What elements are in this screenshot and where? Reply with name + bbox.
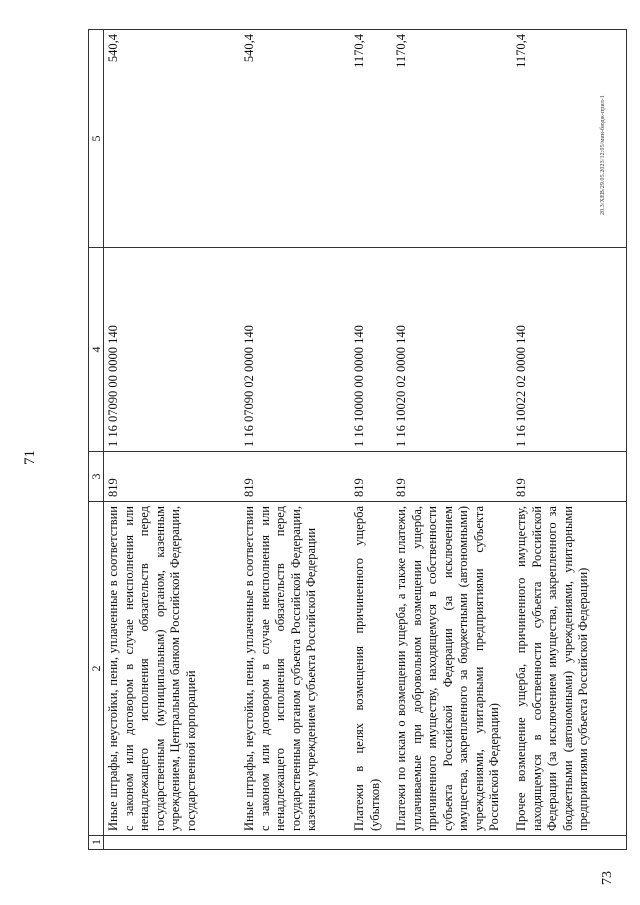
row-admin-code: 819 — [238, 452, 348, 502]
table-row — [390, 30, 510, 850]
table-row — [104, 30, 239, 850]
column-number-1: 1 — [89, 836, 104, 850]
table-row — [348, 30, 390, 850]
table-row — [238, 30, 348, 850]
table-header-row — [89, 30, 104, 850]
row-description: Прочее возмещение ущерба, причиненного имуществу, находящемуся в собственности субъекта Российской Федерации (за исключением имущества, закрепленного за бюджетными (автономными) учреждениями, унитарными предприятиями субъекта Российской Федерации) — [510, 502, 627, 836]
column-number-4: 4 — [89, 248, 104, 452]
row-admin-code: 819 — [348, 452, 390, 502]
row-description: Иные штрафы, неустойки, пени, уплаченные в соответствии с законом или договором в случае неисполнения или ненадлежащего исполнения обязательств перед государственным (муниципальным) органом, казенным учреждением, Центральным банком Российской Федерации, государственной корпорацией — [104, 502, 239, 836]
row-amount: 1170,4 — [390, 30, 510, 248]
row-description: Платежи в целях возмещения причиненного ущерба (убытков) — [348, 502, 390, 836]
row-description: Платежи по искам о возмещении ущерба, а также платежи, уплачиваемые при добровольном возмещении ущерба, причиненного имуществу, находящемуся в собственности субъекта Российской Федерации (за исключением имущества, закрепленного за бюджетными (автономными) учреждениями, унитарными предприятиями субъекта Российской Федерации) — [390, 502, 510, 836]
column-number-5: 5 — [89, 30, 104, 248]
row-classification-code: 1 16 10000 00 0000 140 — [348, 248, 390, 452]
row-amount: 540,4 — [104, 30, 239, 248]
row-admin-code: 819 — [510, 452, 627, 502]
row-classification-code: 1 16 10022 02 0000 140 — [510, 248, 627, 452]
page-number-top: 71 — [22, 450, 38, 465]
row-admin-code: 819 — [104, 452, 239, 502]
empty-column-cell — [104, 836, 627, 850]
row-classification-code: 1 16 10020 02 0000 140 — [390, 248, 510, 452]
row-description: Иные штрафы, неустойки, пени, уплаченные в соответствии с законом или договором в случае неисполнения или ненадлежащего исполнения обязательств перед государственным органом субъекта Российской Федерации, казенным учреждением субъекта Российской Федерации — [238, 502, 348, 836]
table-row — [510, 30, 627, 850]
margin-stamp: 20.3/XEB/29.05.2023/12:05/мин-бюдж-прил-1 — [600, 95, 606, 215]
row-amount: 540,4 — [238, 30, 348, 248]
row-admin-code: 819 — [390, 452, 510, 502]
row-classification-code: 1 16 07090 00 0000 140 — [104, 248, 239, 452]
row-amount: 1170,4 — [348, 30, 390, 248]
column-number-3: 3 — [89, 452, 104, 502]
column-number-2: 2 — [89, 502, 104, 836]
revenue-table — [88, 29, 627, 850]
page-number-bottom: 73 — [600, 871, 615, 885]
row-amount: 1170,4 — [510, 30, 627, 248]
row-classification-code: 1 16 07090 02 0000 140 — [238, 248, 348, 452]
